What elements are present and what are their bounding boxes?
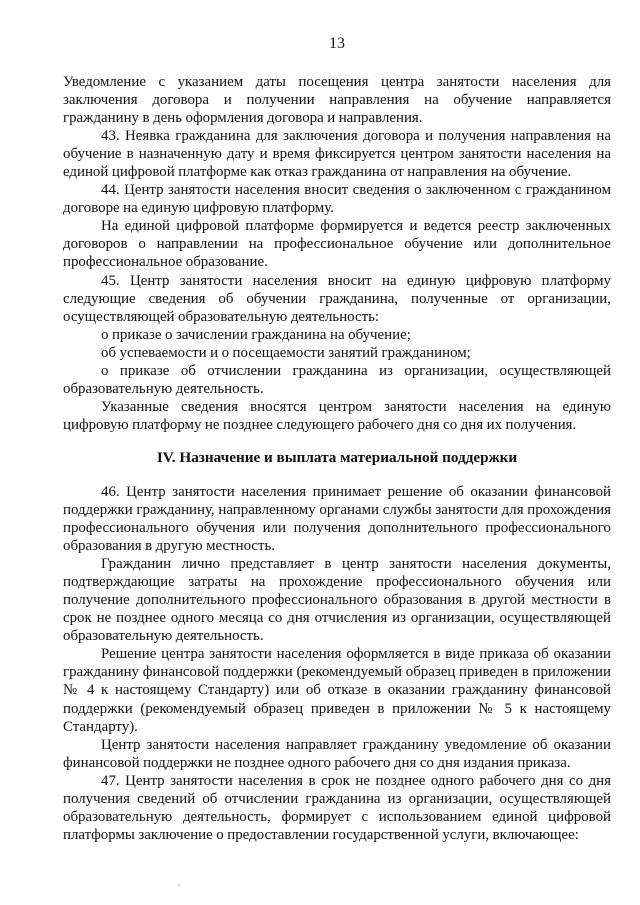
document-page: [63, 34, 611, 844]
page-number: 13: [329, 35, 345, 52]
paragraph: На единой цифровой платформе формируется и ведется реестр заключенных договоров о направлении на профессиональное обучение или дополнительное профессиональное образование.: [63, 218, 611, 271]
list-item: об успеваемости и о посещаемости занятий гражданином;: [101, 344, 471, 361]
section-body-before: [63, 73, 611, 434]
paragraph: 46. Центр занятости населения принимает решение об оказании финансовой поддержки гражданину, направленному органами службы занятости для прохождения профессионального обучения или получения дополнительного профессионального образования в другую местность.: [63, 483, 611, 555]
paragraph: 44. Центр занятости населения вносит сведения о заключенном с гражданином договоре на единую цифровую платформу.: [63, 182, 611, 217]
section-heading: IV. Назначение и выплата материальной поддержки: [156, 448, 518, 466]
paragraph: Гражданин лично представляет в центр занятости населения документы, подтверждающие затраты на прохождение профессионального обучения или получение дополнительного профессионального образования в другой местности в срок не позднее одного месяца со дня отчисления из организации, осуществляющей образовательную деятельность.: [63, 556, 611, 645]
section-body-after: [63, 483, 611, 844]
paragraph: Центр занятости населения направляет гражданину уведомление об оказании финансовой поддержки не позднее одного рабочего дня со дня издания приказа.: [63, 736, 611, 771]
list-item: о приказе о зачислении гражданина на обучение;: [101, 326, 411, 343]
paragraph: 45. Центр занятости населения вносит на единую цифровую платформу следующие сведения об обучении гражданина, полученные от организации, осуществляющей образовательную деятельность:: [63, 272, 611, 325]
paragraph: Решение центра занятости населения оформляется в виде приказа об оказании гражданину финансовой поддержки (рекомендуемый образец приведен в приложении № 4 к настоящему Стандарту) или об отказе в оказании гражданину финансовой поддержки (рекомендуемый образец приведен в приложении № 5 к настоящему Стандарту).: [63, 646, 611, 735]
paragraph: Указанные сведения вносятся центром занятости населения на единую цифровую платформу не позднее следующего рабочего дня со дня их получения.: [63, 398, 611, 433]
paragraph: Уведомление с указанием даты посещения центра занятости населения для заключения договора и получении направления на обучение направляется гражданину в день оформления договора и направления.: [63, 74, 611, 127]
list-item: о приказе об отчислении гражданина из организации, осуществляющей образовательную деятельность.: [63, 362, 611, 397]
paragraph: 47. Центр занятости населения в срок не позднее одного рабочего дня со дня получения сведений об отчислении гражданина из организации, осуществляющей образовательную деятельность, формирует с использованием единой цифровой платформы заключение о предоставлении государственной услуги, включающее:: [63, 772, 611, 843]
paragraph: 43. Неявка гражданина для заключения договора и получения направления на обучение в назначенную дату и время фиксируется центром занятости населения на единой цифровой платформе как отказ гражданина от направления на обучение.: [63, 128, 611, 181]
scan-speck: [178, 884, 180, 886]
